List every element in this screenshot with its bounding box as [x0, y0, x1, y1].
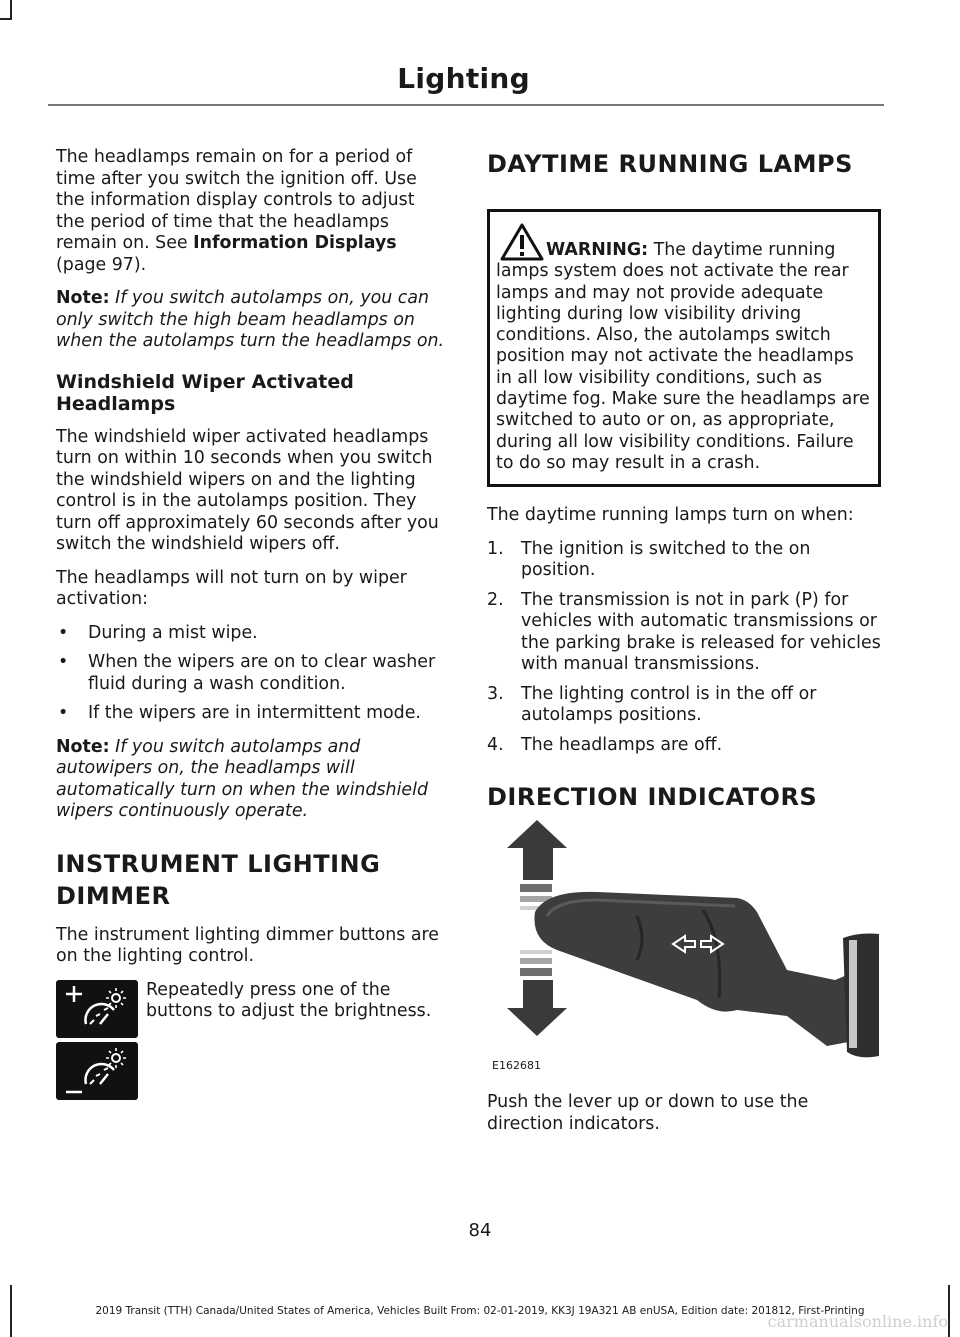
- list-item: 4. The headlamps are off.: [487, 734, 723, 755]
- wiper-headlamps-paragraph: The windshield wiper activated headlamps turn on within 10 seconds when you switch the windshield wipers on and the lighting control is in the autolamps position. They turn off approximately 60 seconds after you switch the windshield wipers off.: [56, 426, 439, 554]
- dimmer-row: [56, 980, 448, 1140]
- note-autowipers: Note: If you switch autolamps and autowipers on, the headlamps will automatically turn on when the windshield wipers continuously operate.: [56, 736, 428, 821]
- list-item: • When the wipers are on to clear washer fluid during a wash condition.: [56, 652, 448, 695]
- dimmer-plus-icon: [56, 980, 138, 1038]
- header-rule: [48, 104, 884, 106]
- dimmer-icons: [56, 980, 138, 1104]
- list-item: 3. The lighting control is in the off or autolamps positions.: [487, 683, 817, 726]
- watermark: carmanualsonline.info: [767, 1312, 948, 1331]
- dimmer-instruction: Repeatedly press one of the buttons to adjust the brightness.: [146, 979, 432, 1021]
- list-item: • During a mist wipe.: [56, 623, 448, 645]
- headlamp-delay-paragraph: The headlamps remain on for a period of time after you switch the ignition off. Use the information display controls to adjust the period of time that the headlamps remain on. See Information Displays (page 97).: [56, 147, 417, 275]
- warning-triangle-icon: [500, 222, 544, 262]
- figure-code: E162681: [492, 1058, 541, 1072]
- list-item: • If the wipers are in intermittent mode.: [56, 703, 448, 725]
- drl-heading: DAYTIME RUNNING LAMPS: [487, 150, 853, 178]
- warning-text: WARNING: The daytime running lamps system does not activate the rear lamps and may not provide adequate lighting during low visibility driving conditions. Also, the autolamps switch position may not activate the headlamps in all low visibility conditions, such as daytime fog. Make sure the headlamps are switched to auto or on, as appropriate, during all low visibility conditions. Failure to do so may result in a crash.: [496, 240, 870, 473]
- drl-conditions-list: [487, 539, 881, 757]
- right-column: [487, 147, 881, 1147]
- list-item: 2. The transmission is not in park (P) for vehicles with automatic transmissions or the parking brake is released for vehicles with manual transmissions.: [487, 589, 881, 675]
- crop-mark-top-left-h: [0, 18, 12, 20]
- dimmer-heading-line1: INSTRUMENT LIGHTING: [56, 849, 381, 878]
- information-displays-link[interactable]: Information Displays: [193, 233, 397, 253]
- turn-signal-lever-illustration: [487, 820, 881, 1060]
- dimmer-minus-icon: [56, 1042, 138, 1100]
- turn-signal-lever-figure: [487, 820, 881, 1080]
- dimmer-heading-line2: DIMMER: [56, 881, 171, 910]
- direction-indicators-heading: DIRECTION INDICATORS: [487, 783, 818, 812]
- direction-indicators-paragraph: Push the lever up or down to use the direction indicators.: [487, 1092, 809, 1134]
- warning-box: [487, 209, 881, 487]
- left-column: [56, 147, 448, 1140]
- list-item: 1. The ignition is switched to the on position.: [487, 538, 811, 581]
- wiper-exceptions-list: [56, 623, 448, 725]
- section-title: Lighting: [397, 62, 530, 95]
- note-autolamps: Note: If you switch autolamps on, you can only switch the high beam headlamps on when the autolamps turn the headlamps on.: [56, 288, 445, 351]
- edition-footer: 2019 Transit (TTH) Canada/United States of America, Vehicles Built From: 02-01-2019, KK3J 19A321 AB enUSA, Edition date: 201812, First-Printing: [95, 1305, 865, 1317]
- page-number: 84: [468, 1220, 492, 1241]
- dimmer-paragraph: The instrument lighting dimmer buttons are on the lighting control.: [56, 924, 439, 966]
- drl-intro: The daytime running lamps turn on when:: [487, 505, 854, 526]
- crop-mark-top-left: [10, 0, 12, 18]
- wiper-headlamps-heading: Windshield Wiper Activated Headlamps: [56, 370, 354, 415]
- not-turn-on-intro: The headlamps will not turn on by wiper activation:: [56, 567, 407, 609]
